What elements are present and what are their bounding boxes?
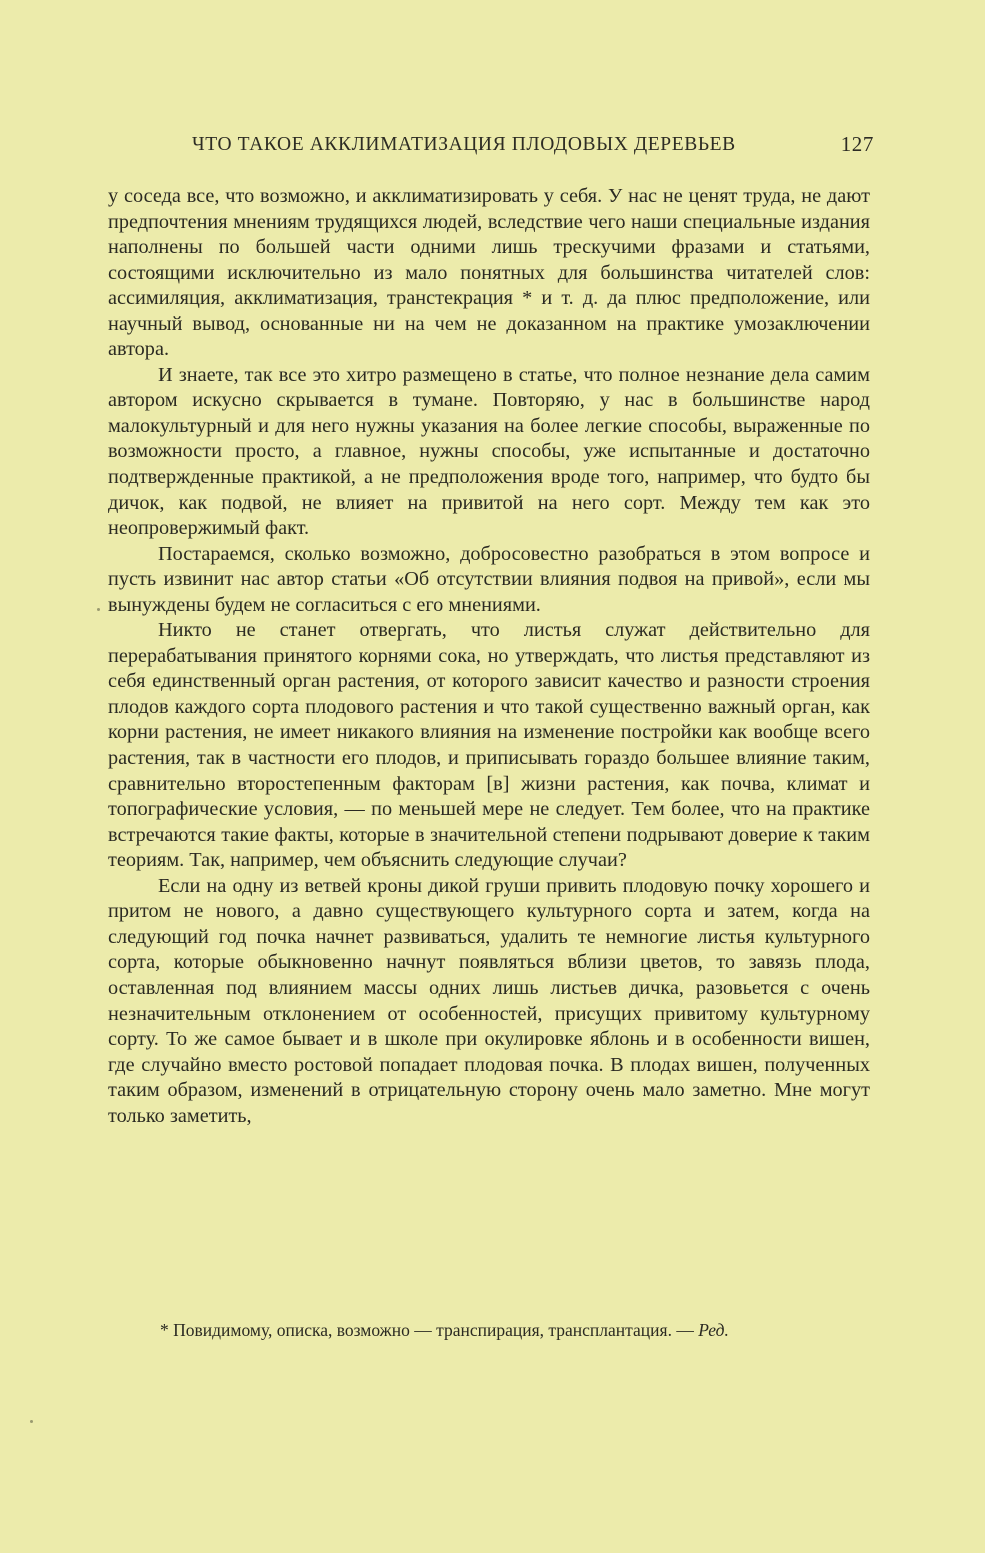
paper-speck bbox=[30, 1420, 33, 1423]
paragraph: И знаете, так все это хитро размещено в статье, что полное незнание дела самим автором искусно скрывается в тумане. Повторяю, у нас в большинстве народ малокультурный и для него нужны указания на более легкие способы, выраженные по возможности просто, а главное, нужны способы, уже испытанные и достаточно подтвержденные практикой, а не предположения вроде того, например, что будто бы дичок, как подвой, не влияет на привитой на него сорт. Между тем как это неопровержимый факт. bbox=[108, 363, 870, 540]
footnote-text: * Повидимому, описка, возможно — транспирация, трансплантация. — bbox=[160, 1320, 694, 1340]
page-header bbox=[108, 134, 874, 164]
paragraph: Если на одну из ветвей кроны дикой груши привить плодовую почку хорошего и притом не нового, а давно существующего культурного сорта и затем, когда на следующий год почка начнет развиваться, удалить те немногие листья культурного сорта, которые обыкновенно начнут появляться вблизи цветов, то завязь плода, оставленная под влиянием массы одних лишь листьев дичка, разовьется с очень незначительным отклонением от особенностей, присущих привитому культурному сорту. То же самое бывает и в школе при окулировке яблонь и в особенности вишен, где случайно вместо ростовой попадает плодовая почка. В плодах вишен, полученных таким образом, изменений в отрицательную сторону очень мало заметно. Мне могут только заметить, bbox=[108, 874, 870, 1127]
footnote bbox=[160, 1320, 890, 1341]
paragraph: Никто не станет отвергать, что листья служат действительно для перерабатывания принятого корнями сока, но утверждать, что листья представляют из себя единственный орган растения, от которого зависит качество и разности строения плодов каждого сорта плодового растения и что такой существенно важный орган, как корни растения, не имеет никакого влияния на изменение постройки как вообще всего растения, так в частности его плодов, и приписывать гораздо большее влияние таким, сравнительно второстепенным факторам [в] жизни растения, как почва, климат и топографические условия, — по меньшей мере не следует. Тем более, что на практике встречаются такие факты, которые в значительной степени подрывают доверие к таким теориям. Так, например, чем объяснить следующие случаи? bbox=[108, 619, 870, 872]
running-title: ЧТО ТАКОЕ АККЛИМАТИЗАЦИЯ ПЛОДОВЫХ ДЕРЕВЬЕВ bbox=[192, 134, 736, 155]
paragraph-continuation: у соседа все, что возможно, и акклиматизировать у себя. У нас не ценят труда, не дают предпочтения мнениям трудящихся людей, вследствие чего наши специальные издания наполнены по большей части одними лишь трескучими фразами и статьями, состоящими исключительно из мало понятных для большинства читателей слов: ассимиляция, акклиматизация, транстекрация * и т. д. да плюс предположение, или научный вывод, основанные ни на чем не доказанном на практике умозаключении автора. bbox=[108, 185, 870, 361]
body-text bbox=[108, 184, 870, 1129]
footnote-editor-mark: Ред. bbox=[698, 1320, 729, 1340]
paper-speck bbox=[97, 608, 100, 611]
paragraph: Постараемся, сколько возможно, добросовестно разобраться в этом вопросе и пусть извинит нас автор статьи «Об отсутствии влияния подвоя на привой», если мы вынуждены будем не согласиться с его мнениями. bbox=[108, 542, 870, 616]
page-number: 127 bbox=[840, 132, 874, 156]
